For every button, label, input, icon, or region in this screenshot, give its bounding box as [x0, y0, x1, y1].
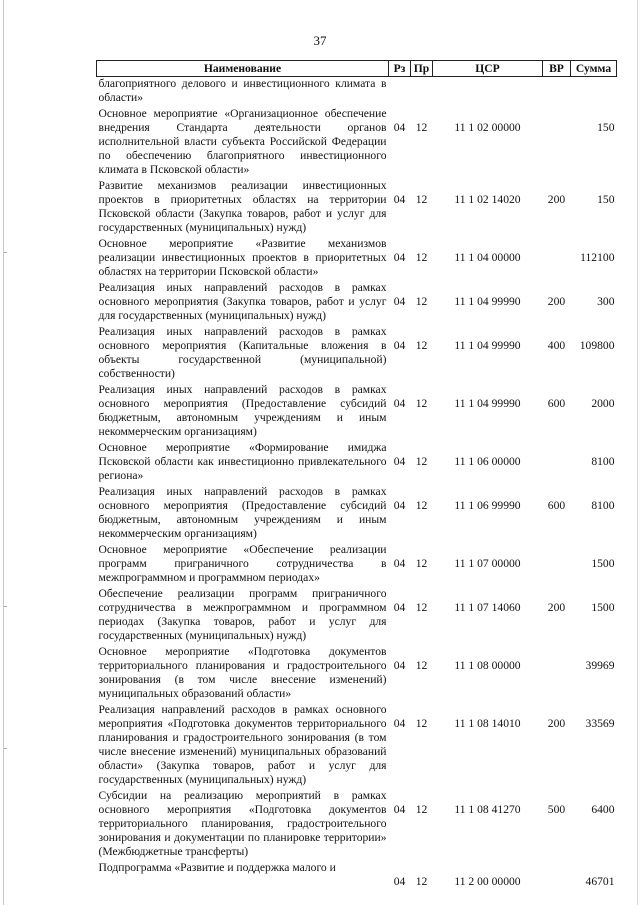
- row-sum: 33569: [585, 717, 615, 730]
- row-name: Основное мероприятие «Обеспечение реализации программ приграничного сотрудничества в межпрограммном и программном периодах»: [98, 543, 387, 584]
- row-vr: [543, 861, 571, 891]
- row-pr: 12: [415, 875, 428, 888]
- row-csr: 11 1 08 14010: [454, 717, 521, 730]
- row-name: Реализация иных направлений расходов в рамках основного мероприятия (Закупка товаров, работ и услуг для государственных (муниципальных) нужд): [98, 281, 387, 322]
- header-csr: ЦСР: [433, 61, 543, 77]
- row-rz: 04: [393, 659, 406, 672]
- row-pr: [411, 77, 433, 108]
- row-pr: 12: [415, 339, 428, 352]
- table-row: [97, 587, 617, 645]
- row-rz: 04: [393, 717, 406, 730]
- table-row: [97, 237, 617, 281]
- row-vr: [543, 543, 571, 587]
- row-pr: 12: [415, 397, 428, 410]
- row-name: Субсидии на реализацию мероприятий в рамках основного мероприятия «Подготовка документов территориального планирования, градостроительного зонирования и документации по планировке территории» (Межбюджетные трансферты): [98, 789, 387, 858]
- row-rz: 04: [393, 397, 406, 410]
- row-vr: 400: [547, 339, 566, 352]
- row-csr: 11 1 04 99990: [454, 295, 521, 308]
- row-csr: 11 1 06 00000: [454, 455, 521, 468]
- table-row: [97, 861, 617, 891]
- header-name: Наименование: [97, 61, 389, 77]
- header-rz: Рз: [389, 61, 411, 77]
- table-row: [97, 441, 617, 485]
- row-name: Развитие механизмов реализации инвестиционных проектов в приоритетных областях на территории Псковской области (Закупка товаров, работ и услуг для государственных (муниципальных) нужд): [98, 179, 387, 234]
- row-csr: 11 1 07 00000: [454, 557, 521, 570]
- row-csr: 11 1 07 14060: [454, 601, 521, 614]
- scan-edge-right: [637, 0, 638, 905]
- row-rz: 04: [393, 455, 406, 468]
- row-vr: 200: [547, 717, 566, 730]
- scan-mark: [4, 748, 7, 749]
- row-sum: 150: [597, 193, 615, 206]
- row-pr: 12: [415, 251, 428, 264]
- row-rz: 04: [393, 499, 406, 512]
- table-row: [97, 789, 617, 861]
- row-name: Реализация направлений расходов в рамках основного мероприятия «Подготовка документов территориального планирования и градостроительного зонирования (в том числе внесение изменений) муниципальных образований области» (Закупка товаров, работ и услуг для государственных (муниципальных) нужд): [98, 703, 387, 786]
- row-name: Основное мероприятие «Формирование имиджа Псковской области как инвестиционно привлекательного региона»: [98, 441, 387, 482]
- row-csr: 11 1 06 99990: [454, 499, 521, 512]
- table-header-row: [97, 61, 617, 77]
- table-row: [97, 645, 617, 703]
- row-rz: 04: [393, 193, 406, 206]
- scan-mark: [4, 252, 7, 253]
- table-row: [97, 107, 617, 179]
- row-sum: [571, 77, 617, 108]
- row-sum: 150: [597, 121, 615, 134]
- row-name: Основное мероприятие «Организационное обеспечение внедрения Стандарта деятельности органов исполнительной власти субъекта Российской Федерации по обеспечению благоприятного инвестиционного климата в Псковской области»: [98, 107, 387, 176]
- table-row: [97, 179, 617, 237]
- row-name: Реализация иных направлений расходов в рамках основного мероприятия (Предоставление субсидий бюджетным, автономным учреждениям и иным некоммерческим организациям): [98, 383, 387, 438]
- row-csr: 11 1 08 41270: [454, 803, 521, 816]
- row-sum: 8100: [591, 499, 615, 512]
- row-name: Обеспечение реализации программ приграничного сотрудничества в межпрограммном и программном периодах (Закупка товаров, работ и услуг для государственных (муниципальных) нужд): [98, 587, 387, 642]
- row-csr: [433, 77, 543, 108]
- budget-table: [96, 60, 617, 891]
- row-vr: 500: [547, 803, 566, 816]
- row-vr: [543, 441, 571, 485]
- row-name: Подпрограмма «Развитие и поддержка малого и: [98, 861, 336, 874]
- row-pr: 12: [415, 121, 428, 134]
- row-name: Основное мероприятие «Развитие механизмов реализации инвестиционных проектов в приоритетных областях на территории Псковской области»: [98, 237, 387, 278]
- table-row: [97, 543, 617, 587]
- row-vr: 200: [547, 295, 566, 308]
- page-number: 37: [313, 33, 327, 48]
- row-csr: 11 1 02 14020: [454, 193, 521, 206]
- row-rz: 04: [393, 339, 406, 352]
- scan-edge-left: [3, 0, 4, 905]
- row-name: Основное мероприятие «Подготовка документов территориального планирования и градостроительного зонирования (в том числе внесение изменений) муниципальных образований области»: [98, 645, 387, 700]
- table-row: [97, 281, 617, 325]
- row-csr: 11 1 04 99990: [454, 339, 521, 352]
- row-csr: 11 1 08 00000: [454, 659, 521, 672]
- header-sum: Сумма: [571, 61, 617, 77]
- table-row: [97, 485, 617, 543]
- row-vr: [543, 645, 571, 703]
- row-vr: 200: [547, 601, 566, 614]
- row-vr: 200: [547, 193, 566, 206]
- row-pr: 12: [415, 557, 428, 570]
- row-sum: 6400: [591, 803, 615, 816]
- row-sum: 46701: [585, 875, 615, 888]
- row-pr: 12: [415, 499, 428, 512]
- row-pr: 12: [415, 601, 428, 614]
- row-vr: [543, 237, 571, 281]
- row-vr: [543, 107, 571, 179]
- row-pr: 12: [415, 193, 428, 206]
- row-csr: 11 1 04 99990: [454, 397, 521, 410]
- row-name: благоприятного делового и инвестиционного климата в области»: [98, 77, 387, 104]
- row-name: Реализация иных направлений расходов в рамках основного мероприятия (Капитальные вложения в объекты государственной (муниципальной) собственности): [98, 325, 387, 380]
- row-pr: 12: [415, 717, 428, 730]
- row-rz: 04: [393, 803, 406, 816]
- table-row: [97, 703, 617, 789]
- row-sum: 1500: [591, 601, 615, 614]
- table-body: [97, 77, 617, 892]
- row-csr: 11 1 04 00000: [454, 251, 521, 264]
- scan-mark: [4, 606, 7, 607]
- table-row: [97, 325, 617, 383]
- row-vr: [543, 77, 571, 108]
- row-vr: 600: [547, 499, 566, 512]
- row-pr: 12: [415, 455, 428, 468]
- row-sum: 109800: [579, 339, 615, 352]
- row-pr: 12: [415, 803, 428, 816]
- header-vr: ВР: [543, 61, 571, 77]
- row-sum: 8100: [591, 455, 615, 468]
- row-csr: 11 2 00 00000: [454, 875, 521, 888]
- row-rz: 04: [393, 875, 406, 888]
- row-rz: 04: [393, 557, 406, 570]
- row-vr: 600: [547, 397, 566, 410]
- table-row: [97, 383, 617, 441]
- row-csr: 11 1 02 00000: [454, 121, 521, 134]
- row-sum: 1500: [591, 557, 615, 570]
- row-rz: [389, 77, 411, 108]
- row-name: Реализация иных направлений расходов в рамках основного мероприятия (Предоставление субсидий бюджетным, автономным учреждениям и иным некоммерческим организациям): [98, 485, 387, 540]
- row-rz: 04: [393, 295, 406, 308]
- row-pr: 12: [415, 295, 428, 308]
- table-row: [97, 77, 617, 108]
- row-sum: 39969: [585, 659, 615, 672]
- header-pr: Пр: [411, 61, 433, 77]
- row-rz: 04: [393, 251, 406, 264]
- row-sum: 2000: [591, 397, 615, 410]
- row-rz: 04: [393, 121, 406, 134]
- row-sum: 300: [597, 295, 615, 308]
- row-pr: 12: [415, 659, 428, 672]
- row-sum: 112100: [580, 251, 615, 264]
- row-rz: 04: [393, 601, 406, 614]
